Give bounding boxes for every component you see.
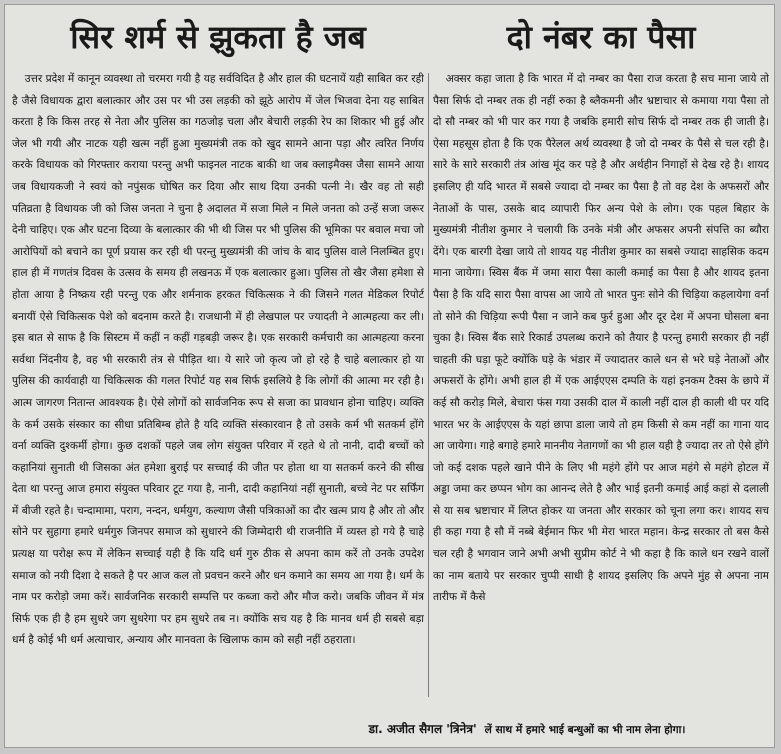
- right-article: [433, 15, 769, 739]
- left-article-body: उत्तर प्रदेश में कानून व्यवस्था तो चरमरा गयी है यह सर्वविदित है और हाल की घटनायें यही साबित कर रही है जैसे विधायक द्वारा बलात्कार और उस पर भी उस लड़की को झूठे आरोप में जेल भिजवा देना यह साबित करता है कि किस तरह से नेता और पुलिस का गठजोड़ चला और बेचारी लड़की रेप का शिकार भी हुई और जेल भी गयी और नाटक यही खत्म नहीं हुआ मुख्यमंत्री तक को खुद सामने आना पड़ा और त्वरित निर्णय करके विधायक को गिरफ्तार कराया परन्तु अभी फाइनल नाटक बाकी था जब क्लाइमैक्स जैसा सामने आया जब विधायकजी ने स्वयं को नपुंसक घोषित कर दिया और साथ दिया उनकी पत्नी ने। खैर वह तो सही पतिव्रता है विधायक जी को जिस जनता ने चुना है अदालत में सजा मिले न मिले जनता को उन्हें सजा जरूर देनी चाहिए। एक और घटना दिव्या के बलात्कार की भी थी जिस पर भी पुलिस की भूमिका पर बवाल मचा जो आरोपियों को बचाने का पूर्ण प्रयास कर रही थी परन्तु मुख्यमंत्री की जांच के बाद पुलिस वाले निलम्बित हुए। हाल ही में गणतंत्र दिवस के उत्सव के समय ही लखनऊ में एक बलात्कार हुआ। पुलिस तो खैर जैसा हमेशा से होता आया है निष्क्रय रही परन्तु एक और शर्मनाक हरकत चिकित्सक ने की जिसने गलत मेडिकल रिपोर्ट बनायीं ऐसे चिकित्सक पेशे को बदनाम करते है। राजधानी में ही लेखपाल पर ज्यादती ने आत्महत्या कर ली। इस बात से साफ है कि सिस्टम में कहीं न कहीं गड़बड़ी जरूर है। एक सरकारी कर्मचारी का आत्महत्या करना सर्वथा निंदनीय है, वह भी सरकारी तंत्र से पीड़ित था। ये सारे जो कृत्य जो हो रहे है चाहे बलात्कार हो या पुलिस की कार्यवाही या चिकित्सक की गलत रिपोर्ट यह सब सिर्फ इसलिये है कि लोगों की आत्मा मर रही है। आत्म जागरण नितान्त आवश्यक है। ऐसे लोगों को सार्वजनिक रूप से सजा का प्रावधान होना चाहिए। व्यक्ति के कर्म उसके संस्कार का सीधा प्रतिबिम्ब होते है यदि व्यक्ति संस्कारवान है तो उसके कर्म भी सतकर्म होंगे वर्ना व्यक्ति दुश्कर्मी होगा। कुछ दशकों पहले जब लोग संयुक्त परिवार में रहते थे तो नानी, दादी बच्चों को कहानियां सुनाती थी जिसका अंत हमेशा बुराई पर सच्चाई की जीत पर होता था या सतकर्म करने की सीख देता था परन्तु आज हमारा संयुक्त परिवार टूट गया है, नानी, दादी कहानियां नहीं सुनाती, बच्चे नेट पर सर्फिंग में बीजी रहते है। चन्दामामा, पराग, नन्दन, धर्मयुग, कल्याण जैसी पत्रिकाओं का दौर खत्म प्राय है और तो और सोने पर सुहागा हमारे धर्मगुरु जिनपर समाज को सुधारने की जिम्मेदारी थी राजनीति में व्यस्त हो गये है चाहे प्रत्यक्ष या परोक्ष रूप में लेकिन सच्चाई यही है कि यदि धर्म गुरु ठीक से अपना काम करें तो उनके उपदेश समाज को नयी दिशा दे सकते है पर आज कल तो प्रवचन करने और धन कमाने का समय आ गया है। धर्म के नाम पर करोड़ो जमा करें। सार्वजनिक सरकारी सम्पत्ति पर कब्जा करो और मौज करो। जबकि जीवन में मंत्र सिर्फ एक ही है हम सुधरे जग सुधरेगा पर हम सुधरे तब न। क्योंकि सच यह है कि मानव धर्म ही सबसे बड़ा धर्म है कोई भी धर्म अत्याचार, अन्याय और मानवता के खिलाफ काम को सही नहीं ठहराता।: [12, 73, 424, 647]
- left-article: [12, 15, 424, 739]
- left-headline: सिर शर्म से झुकता है जब: [70, 18, 366, 56]
- right-headline: दो नंबर का पैसा: [506, 18, 696, 56]
- column-divider: [428, 73, 429, 697]
- right-article-closing: लें साथ में हमारे भाई बन्धुओं का भी नाम लेना होगा।: [484, 724, 686, 736]
- newspaper-clipping: [4, 4, 775, 748]
- right-article-body: अक्सर कहा जाता है कि भारत में दो नम्बर का पैसा राज करता है सच माना जाये तो पैसा सिर्फ दो नम्बर तक ही नहीं रुका है ब्लैकमनी और भ्रष्टाचार से कमाया गया पैसा तो दो सौ नम्बर को भी पार कर गया है जबकि हमारी सोच सिर्फ दो नम्बर तक ही जाती है। ऐसा महसूस होता है कि एक पैरेलल अर्थ व्यवस्था है जो दो नम्बर के पैसे से चल रही है। सारे के सारे सरकारी तंत्र आंख मूंद कर पड़े है और अर्थहीन निगाहों से देख रहे है। शायद इसलिए ही यदि भारत में सबसे ज्यादा दो नम्बर का पैसा है तो वह देश के अफसरों और नेताओं के पास, उसके बाद व्यापारी फिर अन्य पेशे के लोग। एक पहल बिहार के मुख्यमंत्री नीतीश कुमार ने चलायी कि उनके मंत्री और अफसर अपनी संपत्ति का ब्यौरा देंगे। एक बारगी देखा जाये तो शायद यह नीतीश कुमार का सबसे ज्यादा साहसिक कदम माना जायेगा। स्विस बैंक में जमा सारा पैसा काली कमाई का पैसा है और शायद इतना पैसा है कि यदि सारा पैसा वापस आ जाये तो भारत पुनः सोने की चिड़िया कहलायेगा वर्ना तो सोने की चिड़िया रूपी पैसा न जाने कब फुर्र हुआ और दूर देश में अपना घोसला बना चुका है। स्विस बैंक सारे रिकार्ड उपलब्ध कराने को तैयार है परन्तु हमारी सरकार ही नहीं चाहती की घड़ा फूटे क्योंकि घड़े के भंडार में ज्यादातर काले धन से भरे घड़े नेताओं और अफसरों के होंगे। अभी हाल ही में एक आईएएस दम्पति के यहां इनकम टैक्स के छापे में कई सौ करोड़ मिले, बेचारा फंस गया उसकी दाल में काली नहीं दाल ही काली थी पर यदि भारत भर के आईएएस के यहां छापा डाला जाये तो हम किसी से कम नहीं का गाना याद आ जायेगा। गाहे बगाहे हमारे माननीय नेतागणों का भी हाल यही है ज्यादा तर तो ऐसे होंगे जो कई दशक पहले खाने पीने के लिए भी महंगे होंगे पर आज महंगे से महंगे होटल में अड्डा जमा कर छप्पन भोग का आनन्द लेते है और भाई इतनी कमाई आई कहां से दलाली से या सब भ्रष्टाचार में लिप्त होकर या जनता और सरकार को चूना लगा कर। शायद सच ही कहा गया है सौ में नब्बे बेईमान फिर भी मेरा भारत महान। केन्द्र सरकार तो बस कैसे चल रही है भगवान जाने अभी अभी सुप्रीम कोर्ट ने भी कहा है कि काले धन रखने वालों का नाम बताये पर सरकार चुप्पी साधी है शायद इसलिए कि अपने मुंह से अपना नाम तारीफ में कैसे: [433, 73, 769, 604]
- footer-line: [285, 717, 769, 741]
- author-byline: डा. अजीत सैगल 'त्रिनेत्र': [368, 722, 477, 736]
